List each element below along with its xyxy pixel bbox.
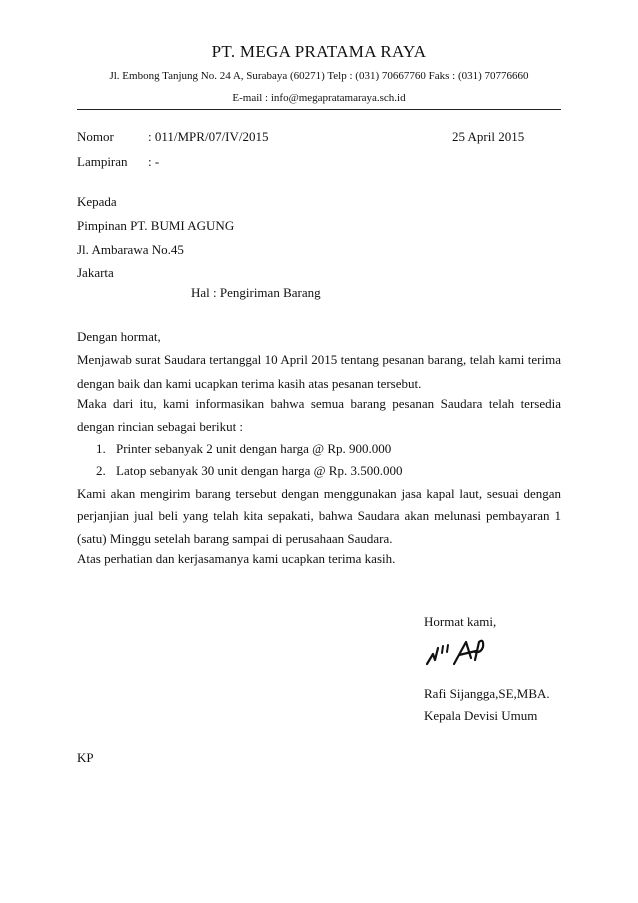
signatory-title: Kepala Devisi Umum: [424, 708, 538, 723]
company-name: PT. MEGA PRATAMA RAYA: [211, 42, 427, 61]
greeting: Dengan hormat,: [77, 329, 161, 344]
footer-initials: KP: [77, 750, 94, 765]
recipient-street: Jl. Ambarawa No.45: [77, 242, 184, 257]
recipient-name: Pimpinan PT. BUMI AGUNG: [77, 218, 235, 233]
lampiran-value: : -: [148, 154, 160, 169]
company-email: E-mail : info@megapratamaraya.sch.id: [232, 92, 406, 104]
letterhead-divider: [77, 109, 561, 110]
item-number: 2.: [96, 463, 106, 478]
recipient-city: Jakarta: [77, 265, 114, 280]
nomor-label: Nomor: [77, 129, 114, 144]
item-text: Latop sebanyak 30 unit dengan harga @ Rp. 3.500.000: [116, 463, 403, 478]
item-text: Printer sebanyak 2 unit dengan harga @ Rp. 900.000: [116, 441, 392, 456]
lampiran-label: Lampiran: [77, 154, 128, 169]
paragraph-3-line-3: (satu) Minggu setelah barang sampai di perusahaan Saudara.: [77, 531, 393, 546]
signature-salutation: Hormat kami,: [424, 614, 497, 629]
paragraph-2-line-1: Maka dari itu, kami informasikan bahwa semua barang pesanan Saudara telah tersedia: [77, 396, 561, 411]
paragraph-3-line-2: perjanjian jual beli yang telah kita sepakati, bahwa Saudara akan melunasi pembayaran 1: [77, 508, 561, 523]
letter-date: 25 April 2015: [452, 129, 525, 144]
handwritten-signature: [424, 636, 494, 668]
paragraph-2-line-2: dengan rincian sebagai berikut :: [77, 419, 244, 434]
paragraph-1-line-1: Menjawab surat Saudara tertanggal 10 April 2015 tentang pesanan barang, telah kami terima: [77, 352, 561, 367]
company-address: Jl. Embong Tanjung No. 24 A, Surabaya (60271) Telp : (031) 70667760 Faks : (031) 70776660: [109, 70, 529, 82]
closing-sentence: Atas perhatian dan kerjasamanya kami ucapkan terima kasih.: [77, 551, 396, 566]
letter-subject: Hal : Pengiriman Barang: [191, 285, 321, 300]
item-number: 1.: [96, 441, 106, 456]
signatory-name: Rafi Sijangga,SE,MBA.: [424, 686, 550, 701]
recipient-kepada: Kepada: [77, 194, 117, 209]
paragraph-1-line-2: dengan baik dan kami ucapkan terima kasih atas pesanan tersebut.: [77, 376, 422, 391]
paragraph-3-line-1: Kami akan mengirim barang tersebut dengan menggunakan jasa kapal laut, sesuai dengan: [77, 486, 561, 501]
nomor-value: : 011/MPR/07/IV/2015: [148, 129, 269, 144]
